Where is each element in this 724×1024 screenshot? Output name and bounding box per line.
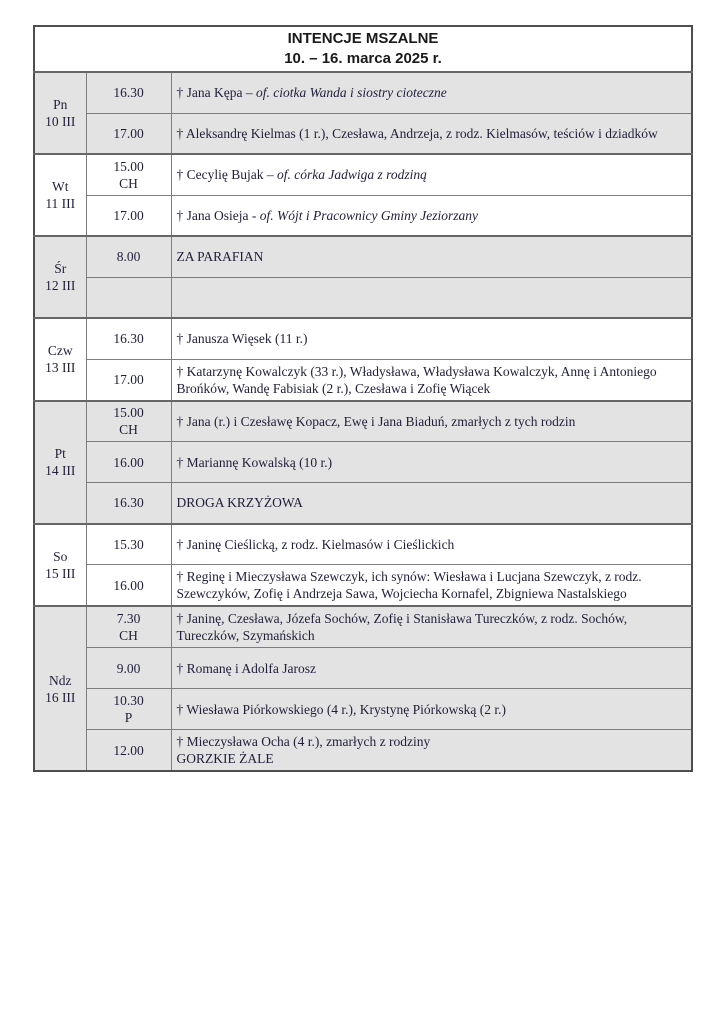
intention-cell xyxy=(171,277,692,318)
day-date: 11 III xyxy=(45,196,76,211)
intention-row xyxy=(34,648,692,689)
day-cell-wt xyxy=(34,154,86,236)
time-cell: 16.30 xyxy=(86,72,171,113)
intention-row xyxy=(34,154,692,195)
time-cell xyxy=(86,277,171,318)
intention-row xyxy=(34,359,692,401)
intention-row xyxy=(34,442,692,483)
time-cell: 10.30 P xyxy=(86,689,171,730)
intention-row xyxy=(34,730,692,772)
intention-text: † Cecylię Bujak – xyxy=(176,167,277,183)
day-cell-ndz xyxy=(34,606,86,771)
intention-text: DROGA KRZYŻOWA xyxy=(176,495,303,511)
intention-row xyxy=(34,483,692,524)
intention-row xyxy=(34,195,692,236)
day-date: 15 III xyxy=(45,565,76,581)
day-date: 12 III xyxy=(45,278,76,293)
intention-row xyxy=(34,236,692,277)
intention-row xyxy=(34,565,692,607)
intention-cell xyxy=(171,195,692,236)
day-abbr: Wt xyxy=(52,179,69,194)
time-cell: 15.30 xyxy=(86,524,171,565)
day-abbr: So xyxy=(53,548,68,564)
intention-text: † Katarzynę Kowalczyk (33 r.), Władysława, Władysława Kowalczyk, Annę i Antoniego Brońków, Wandę Fabisiak (2 r.), Czesława i Zofię Wiącek xyxy=(176,363,657,396)
day-cell-pn xyxy=(34,72,86,154)
intention-row xyxy=(34,401,692,442)
time-cell: 17.00 xyxy=(86,359,171,401)
day-abbr: Ndz xyxy=(49,672,72,688)
intention-text-italic: of. ciotka Wanda i siostry cioteczne xyxy=(255,85,447,101)
day-cell-so xyxy=(34,524,86,607)
intention-cell xyxy=(171,689,692,730)
day-abbr: Czw xyxy=(47,343,73,359)
mass-intentions-table xyxy=(33,25,693,772)
intention-cell xyxy=(171,113,692,154)
intention-text: † Jana Kępa – xyxy=(176,85,256,101)
intention-text: † Mariannę Kowalską (10 r.) xyxy=(176,454,333,470)
day-date: 14 III xyxy=(45,463,76,478)
time-cell: 17.00 xyxy=(86,195,171,236)
intention-text: † Mieczysława Ocha (4 r.), zmarłych z rodziny GORZKIE ŻALE xyxy=(176,734,431,766)
intention-text: † Romanę i Adolfa Jarosz xyxy=(176,660,316,676)
intention-cell xyxy=(171,318,692,359)
intention-cell xyxy=(171,606,692,648)
intention-row xyxy=(34,318,692,359)
intention-text: † Reginę i Mieczysława Szewczyk, ich synów: Wiesława i Lucjana Szewczyk, z rodz. Szewczyków, Zofię i Andrzeja Sawa, Wojciecha Kornafel, Zbigniewa Nastalskiego xyxy=(176,569,642,601)
intention-row xyxy=(34,72,692,113)
time-cell: 9.00 xyxy=(86,648,171,689)
intention-text: † Wiesława Piórkowskiego (4 r.), Krystynę Piórkowską (2 r.) xyxy=(176,701,507,717)
table-title xyxy=(34,26,692,72)
intention-row xyxy=(34,606,692,648)
time-cell: 16.30 xyxy=(86,318,171,359)
intention-cell xyxy=(171,401,692,442)
intention-text: † Janinę, Czesława, Józefa Sochów, Zofię i Stanisława Tureczków, z rodz. Sochów, Tureczków, Szymańskich xyxy=(176,611,628,643)
intention-text: † Jana (r.) i Czesławę Kopacz, Ewę i Jana Biaduń, zmarłych z tych rodzin xyxy=(176,413,576,429)
time-cell: 16.30 xyxy=(86,483,171,524)
intention-text: ZA PARAFIAN xyxy=(176,249,264,265)
intention-cell xyxy=(171,648,692,689)
intention-cell xyxy=(171,483,692,524)
intention-text-italic: of. córka Jadwiga z rodziną xyxy=(276,167,427,183)
intention-row xyxy=(34,524,692,565)
intention-text: † Aleksandrę Kielmas (1 r.), Czesława, Andrzeja, z rodz. Kielmasów, teściów i dziadków xyxy=(176,125,658,141)
time-cell: 16.00 xyxy=(86,442,171,483)
time-cell: 15.00 CH xyxy=(86,401,171,442)
intention-cell xyxy=(171,565,692,607)
table-date-range: 10. – 16. marca 2025 r. xyxy=(284,50,442,67)
day-abbr: Śr xyxy=(54,261,67,276)
intention-text: † Janusza Więsek (11 r.) xyxy=(176,331,308,347)
day-cell-czw xyxy=(34,318,86,401)
time-cell: 7.30 CH xyxy=(86,606,171,648)
intention-row xyxy=(34,689,692,730)
day-cell-śr xyxy=(34,236,86,318)
intention-cell xyxy=(171,72,692,113)
intention-text-italic: of. Wójt i Pracownicy Gminy Jeziorzany xyxy=(259,207,478,223)
day-abbr: Pn xyxy=(53,97,68,112)
intention-cell xyxy=(171,524,692,565)
time-cell: 12.00 xyxy=(86,730,171,772)
time-cell: 17.00 xyxy=(86,113,171,154)
title-row xyxy=(34,26,692,72)
day-abbr: Pt xyxy=(54,446,66,461)
intention-cell xyxy=(171,236,692,277)
time-cell: 8.00 xyxy=(86,236,171,277)
day-date: 13 III xyxy=(45,360,76,376)
day-date: 16 III xyxy=(45,689,76,705)
intention-row xyxy=(34,113,692,154)
table-title-text: INTENCJE MSZALNE xyxy=(287,30,439,47)
intention-row xyxy=(34,277,692,318)
intention-cell xyxy=(171,154,692,195)
intention-text: † Jana Osieja - xyxy=(176,207,260,223)
time-cell: 15.00 CH xyxy=(86,154,171,195)
day-cell-pt xyxy=(34,401,86,524)
time-cell: 16.00 xyxy=(86,565,171,607)
day-date: 10 III xyxy=(45,114,76,129)
intention-cell xyxy=(171,359,692,401)
intention-cell xyxy=(171,442,692,483)
intention-text: † Janinę Cieślicką, z rodz. Kielmasów i Cieślickich xyxy=(176,536,455,552)
intention-cell xyxy=(171,730,692,772)
